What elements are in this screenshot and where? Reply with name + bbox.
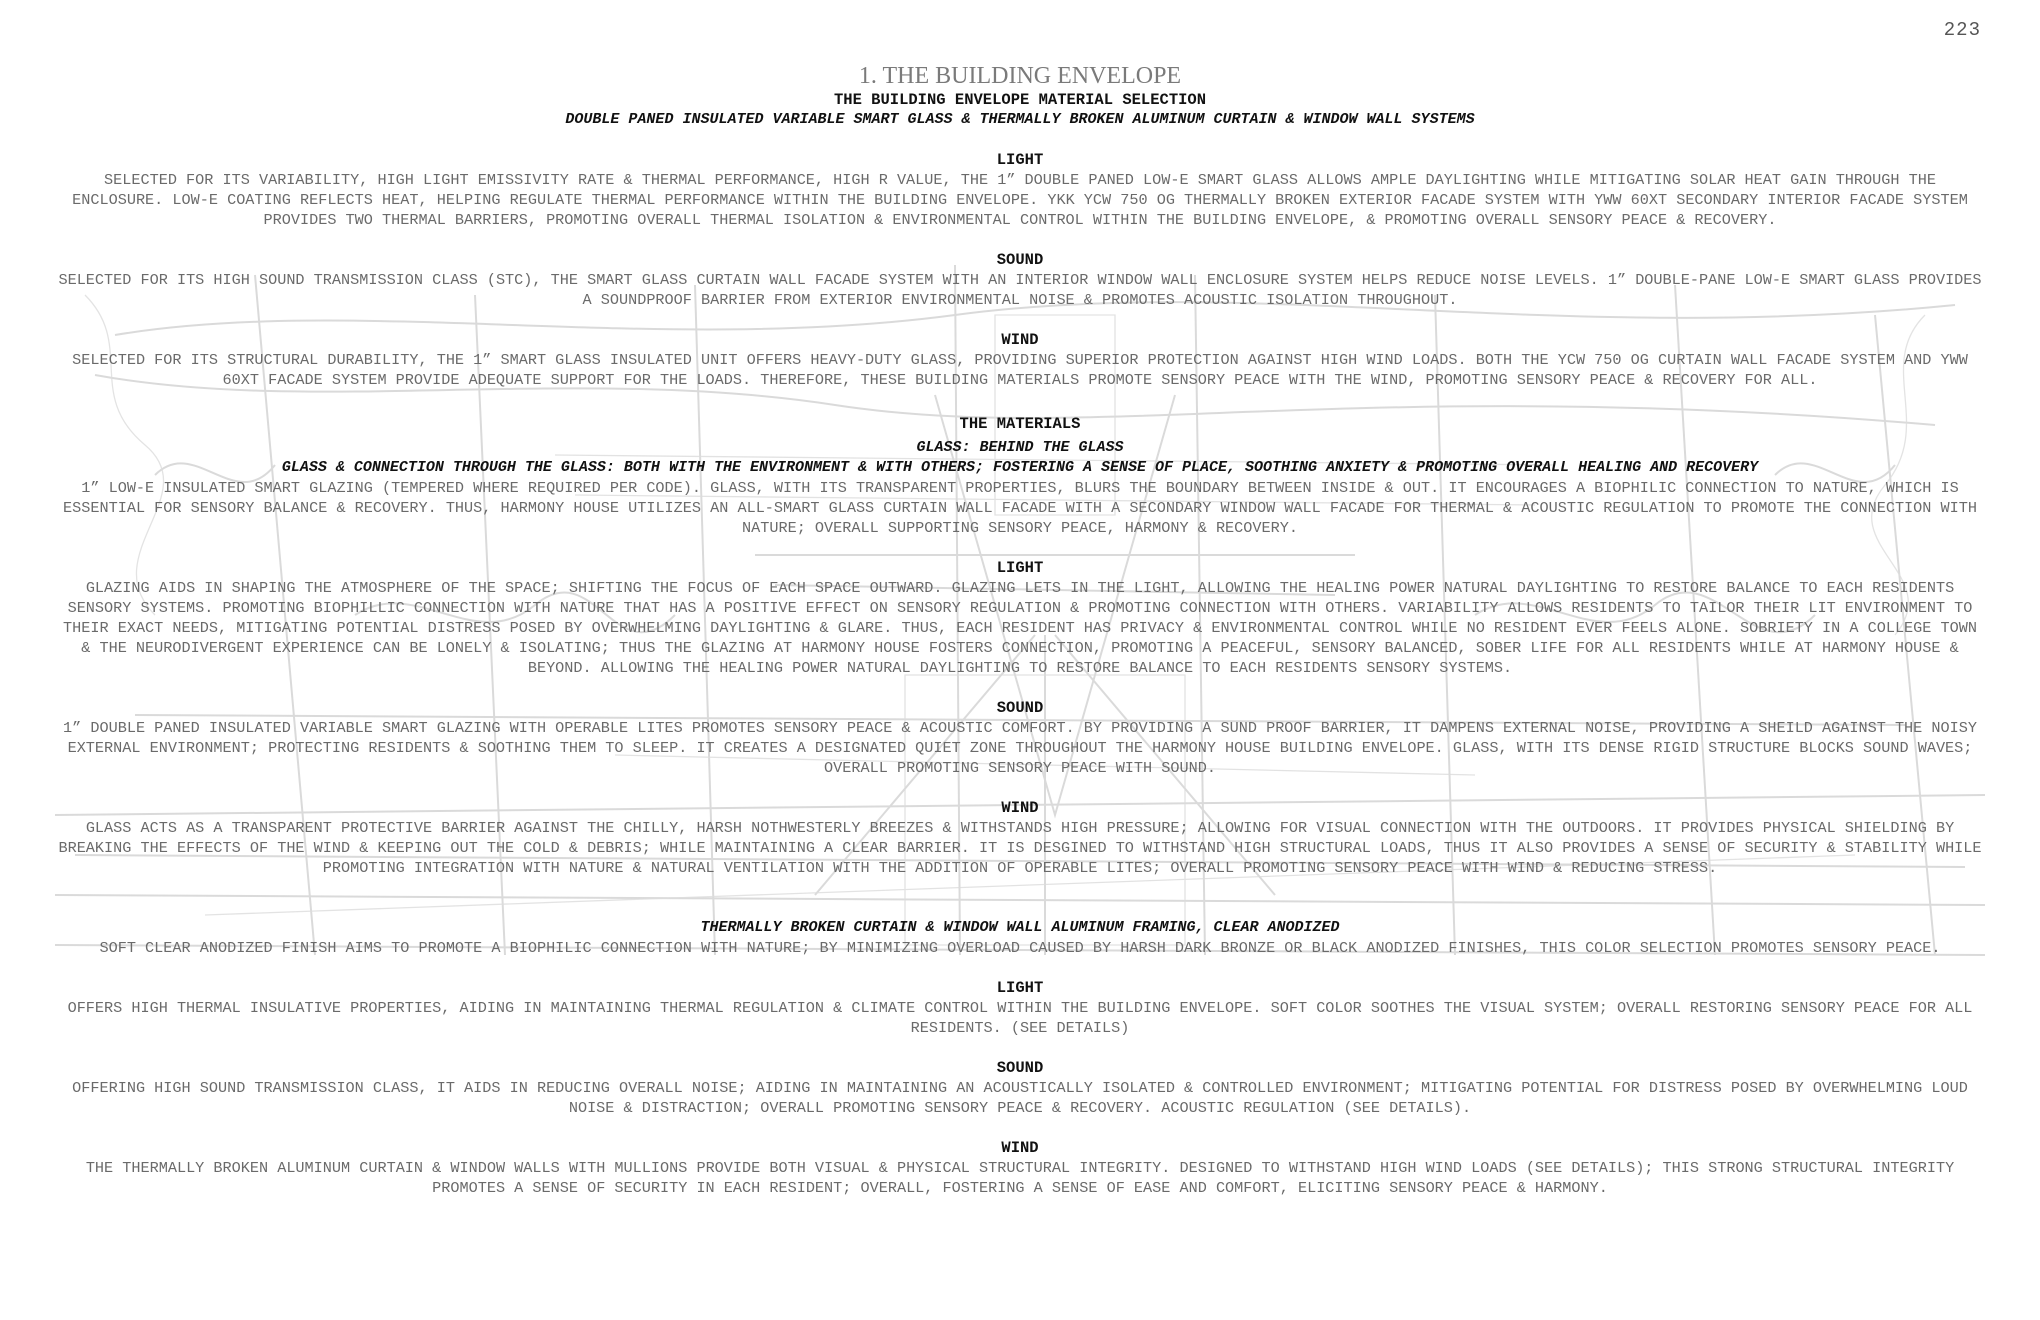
- spacer: [55, 230, 1985, 250]
- page-number: 223: [1943, 19, 1981, 41]
- section-subtitle: DOUBLE PANED INSULATED VARIABLE SMART GLASS & THERMALLY BROKEN ALUMINUM CURTAIN & WINDOW WALL SYSTEMS: [565, 111, 1475, 128]
- glass-subheading: GLASS & CONNECTION THROUGH THE GLASS: BOTH WITH THE ENVIRONMENT & WITH OTHERS; FOSTERING A SENSE OF PLACE, SOOTHING ANXIETY & PROMOTING OVERALL HEALING AND RECOVERY: [281, 459, 1759, 476]
- chapter-title: 1. THE BUILDING ENVELOPE: [858, 63, 1182, 89]
- aluminum-wind-heading: WIND: [1001, 1139, 1039, 1157]
- spacer: [55, 538, 1985, 558]
- glass-sound-text: 1” DOUBLE PANED INSULATED VARIABLE SMART GLAZING WITH OPERABLE LITES PROMOTES SENSORY PEACE & ACOUSTIC COMFORT. BY PROVIDING A SUND PROOF BARRIER, IT DAMPENS EXTERNAL NOISE, PROVIDING A SHEILD AGAINST THE NOISY EXTERNAL ENVIRONMENT; PROTECTING RESIDENTS & SOOTHING THEM TO SLEEP. IT CREATES A DESIGNATED QUIET ZONE THROUGHOUT THE HARMONY HOUSE BUILDING ENVELOPE. GLASS, WITH ITS DENSE RIGID STRUCTURE BLOCKS SOUND WAVES; OVERALL PROMOTING SENSORY PEACE WITH SOUND.: [63, 719, 1977, 777]
- aluminum-heading: THERMALLY BROKEN CURTAIN & WINDOW WALL ALUMINUM FRAMING, CLEAR ANODIZED: [700, 919, 1340, 936]
- envelope-light-text: SELECTED FOR ITS VARIABILITY, HIGH LIGHT EMISSIVITY RATE & THERMAL PERFORMANCE, HIGH R VALUE, THE 1” DOUBLE PANED LOW-E SMART GLASS ALLOWS AMPLE DAYLIGHTING WHILE MITIGATING SOLAR HEAT GAIN THROUGH THE ENCLOSURE. LOW-E COATING REFLECTS HEAT, HELPING REGULATE THERMAL PERFORMANCE WITHIN THE BUILDING ENVELOPE. YKK YCW 750 OG THERMALLY BROKEN EXTERIOR FACADE SYSTEM WITH YWW 60XT SECONDARY INTERIOR FACADE SYSTEM PROVIDES TWO THERMAL BARRIERS, PROMOTING OVERALL THERMAL ISOLATION & ENVIRONMENTAL CONTROL WITHIN THE BUILDING ENVELOPE, & PROMOTING OVERALL SENSORY PEACE & RECOVERY.: [72, 171, 1968, 229]
- glass-text: 1” LOW-E INSULATED SMART GLAZING (TEMPERED WHERE REQUIRED PER CODE). GLASS, WITH ITS TRANSPARENT PROPERTIES, BLURS THE BOUNDARY BETWEEN INSIDE & OUT. IT ENCOURAGES A BIOPHILIC CONNECTION TO NATURE, WHICH IS ESSENTIAL FOR SENSORY BALANCE & RECOVERY. THUS, HARMONY HOUSE UTILIZES AN ALL-SMART GLASS CURTAIN WALL FACADE WITH A SECONDARY WINDOW WALL FACADE FOR THERMAL & ACOUSTIC REGULATION TO PROMOTE THE CONNECTION WITH NATURE; OVERALL SUPPORTING SENSORY PEACE, HARMONY & RECOVERY.: [63, 479, 1977, 537]
- glass-light-heading: LIGHT: [996, 559, 1044, 577]
- aluminum-text: SOFT CLEAR ANODIZED FINISH AIMS TO PROMOTE A BIOPHILIC CONNECTION WITH NATURE; BY MINIMIZING OVERLOAD CAUSED BY HARSH DARK BRONZE OR BLACK ANODIZED FINISHES, THIS COLOR SELECTION PROMOTES SENSORY PEACE.: [99, 939, 1941, 957]
- envelope-sound-text: SELECTED FOR ITS HIGH SOUND TRANSMISSION CLASS (STC), THE SMART GLASS CURTAIN WALL FACADE SYSTEM WITH AN INTERIOR WINDOW WALL ENCLOSURE SYSTEM HELPS REDUCE NOISE LEVELS. 1” DOUBLE-PANE LOW-E SMART GLASS PROVIDES A SOUNDPROOF BARRIER FROM EXTERIOR ENVIRONMENTAL NOISE & PROMOTES ACOUSTIC ISOLATION THROUGHOUT.: [58, 271, 1982, 309]
- glass-sound-heading: SOUND: [996, 699, 1044, 717]
- aluminum-sound-heading: SOUND: [996, 1059, 1044, 1077]
- aluminum-light-heading: LIGHT: [996, 979, 1044, 997]
- envelope-light-heading: LIGHT: [996, 151, 1044, 169]
- spacer: [55, 1118, 1985, 1138]
- glass-wind-text: GLASS ACTS AS A TRANSPARENT PROTECTIVE BARRIER AGAINST THE CHILLY, HARSH NOTHWESTERLY BREEZES & WITHSTANDS HIGH PRESSURE; ALLOWING FOR VISUAL CONNECTION WITH THE OUTDOORS. IT PROVIDES PHYSICAL SHIELDING BY BREAKING THE EFFECTS OF THE WIND & KEEPING OUT THE COLD & DEBRIS; WHILE MAINTAINING A CLEAR BARRIER. IT IS DESGINED TO WITHSTAND HIGH STRUCTURAL LOADS, THUS IT ALSO PROVIDES A SENSE OF SECURITY & STABILITY WHILE PROMOTING INTEGRATION WITH NATURE & NATURAL VENTILATION WITH THE ADDITION OF OPERABLE LITES; OVERALL PROMOTING SENSORY PEACE WITH WIND & REDUCING STRESS.: [58, 819, 1982, 877]
- spacer: [55, 778, 1985, 798]
- spacer: [55, 1038, 1985, 1058]
- materials-heading: THE MATERIALS: [959, 415, 1081, 433]
- aluminum-light-text: OFFERS HIGH THERMAL INSULATIVE PROPERTIES, AIDING IN MAINTAINING THERMAL REGULATION & CLIMATE CONTROL WITHIN THE BUILDING ENVELOPE. SOFT COLOR SOOTHES THE VISUAL SYSTEM; OVERALL RESTORING SENSORY PEACE FOR ALL RESIDENTS. (SEE DETAILS): [67, 999, 1973, 1037]
- glass-heading: GLASS: BEHIND THE GLASS: [916, 439, 1124, 456]
- aluminum-sound-text: OFFERING HIGH SOUND TRANSMISSION CLASS, IT AIDS IN REDUCING OVERALL NOISE; AIDING IN MAINTAINING AN ACOUSTICALLY ISOLATED & CONTROLLED ENVIRONMENT; MITIGATING POTENTIAL FOR DISTRESS POSED BY OVERWHELMING LOUD NOISE & DISTRACTION; OVERALL PROMOTING SENSORY PEACE & RECOVERY. ACOUSTIC REGULATION (SEE DETAILS).: [72, 1079, 1968, 1117]
- aluminum-wind-text: THE THERMALLY BROKEN ALUMINUM CURTAIN & WINDOW WALLS WITH MULLIONS PROVIDE BOTH VISUAL & PHYSICAL STRUCTURAL INTEGRITY. DESIGNED TO WITHSTAND HIGH WIND LOADS (SEE DETAILS); THIS STRONG STRUCTURAL INTEGRITY PROMOTES A SENSE OF SECURITY IN EACH RESIDENT; OVERALL, FOSTERING A SENSE OF EASE AND COMFORT, ELICITING SENSORY PEACE & HARMONY.: [85, 1159, 1955, 1197]
- spacer: [55, 958, 1985, 978]
- document-body: [55, 62, 1985, 1198]
- envelope-wind-heading: WIND: [1001, 331, 1039, 349]
- spacer: [55, 678, 1985, 698]
- envelope-sound-heading: SOUND: [996, 251, 1044, 269]
- spacer: [55, 878, 1985, 918]
- spacer: [55, 390, 1985, 414]
- spacer: [55, 130, 1985, 150]
- section-title: THE BUILDING ENVELOPE MATERIAL SELECTION: [833, 91, 1207, 109]
- glass-wind-heading: WIND: [1001, 799, 1039, 817]
- glass-light-text: GLAZING AIDS IN SHAPING THE ATMOSPHERE OF THE SPACE; SHIFTING THE FOCUS OF EACH SPACE OUTWARD. GLAZING LETS IN THE LIGHT, ALLOWING THE HEALING POWER NATURAL DAYLIGHTING TO RESTORE BALANCE TO EACH RESIDENTS SENSORY SYSTEMS. PROMOTING BIOPHILLIC CONNECTION WITH NATURE THAT HAS A POSITIVE EFFECT ON SENSORY REGULATION & PROMOTING CONNECTION WITH OTHERS. VARIABILITY ALLOWS RESIDENTS TO TAILOR THEIR LIT ENVIRONMENT TO THEIR EXACT NEEDS, MITIGATING POTENTIAL DISTRESS POSED BY OVERWHELMING DAYLIGHTING & GLARE. THUS, EACH RESIDENT HAS PRIVACY & ENVIRONMENTAL CONTROL WHILE NO RESIDENT EVER FEELS ALONE. SOBRIETY IN A COLLEGE TOWN & THE NEURODIVERGENT EXPERIENCE CAN BE LONELY & ISOLATING; THUS THE GLAZING AT HARMONY HOUSE FOSTERS CONNECTION, PROMOTING A PEACEFUL, SENSORY BALANCED, SOBER LIFE FOR ALL RESIDENTS WHILE AT HARMONY HOUSE & BEYOND. ALLOWING THE HEALING POWER NATURAL DAYLIGHTING TO RESTORE BALANCE TO EACH RESIDENTS SENSORY SYSTEMS.: [63, 579, 1977, 677]
- spacer: [55, 310, 1985, 330]
- envelope-wind-text: SELECTED FOR ITS STRUCTURAL DURABILITY, THE 1” SMART GLASS INSULATED UNIT OFFERS HEAVY-DUTY GLASS, PROVIDING SUPERIOR PROTECTION AGAINST HIGH WIND LOADS. BOTH THE YCW 750 OG CURTAIN WALL FACADE SYSTEM AND YWW 60XT FACADE SYSTEM PROVIDE ADEQUATE SUPPORT FOR THE LOADS. THEREFORE, THESE BUILDING MATERIALS PROMOTE SENSORY PEACE WITH THE WIND, PROMOTING SENSORY PEACE & RECOVERY FOR ALL.: [72, 351, 1968, 389]
